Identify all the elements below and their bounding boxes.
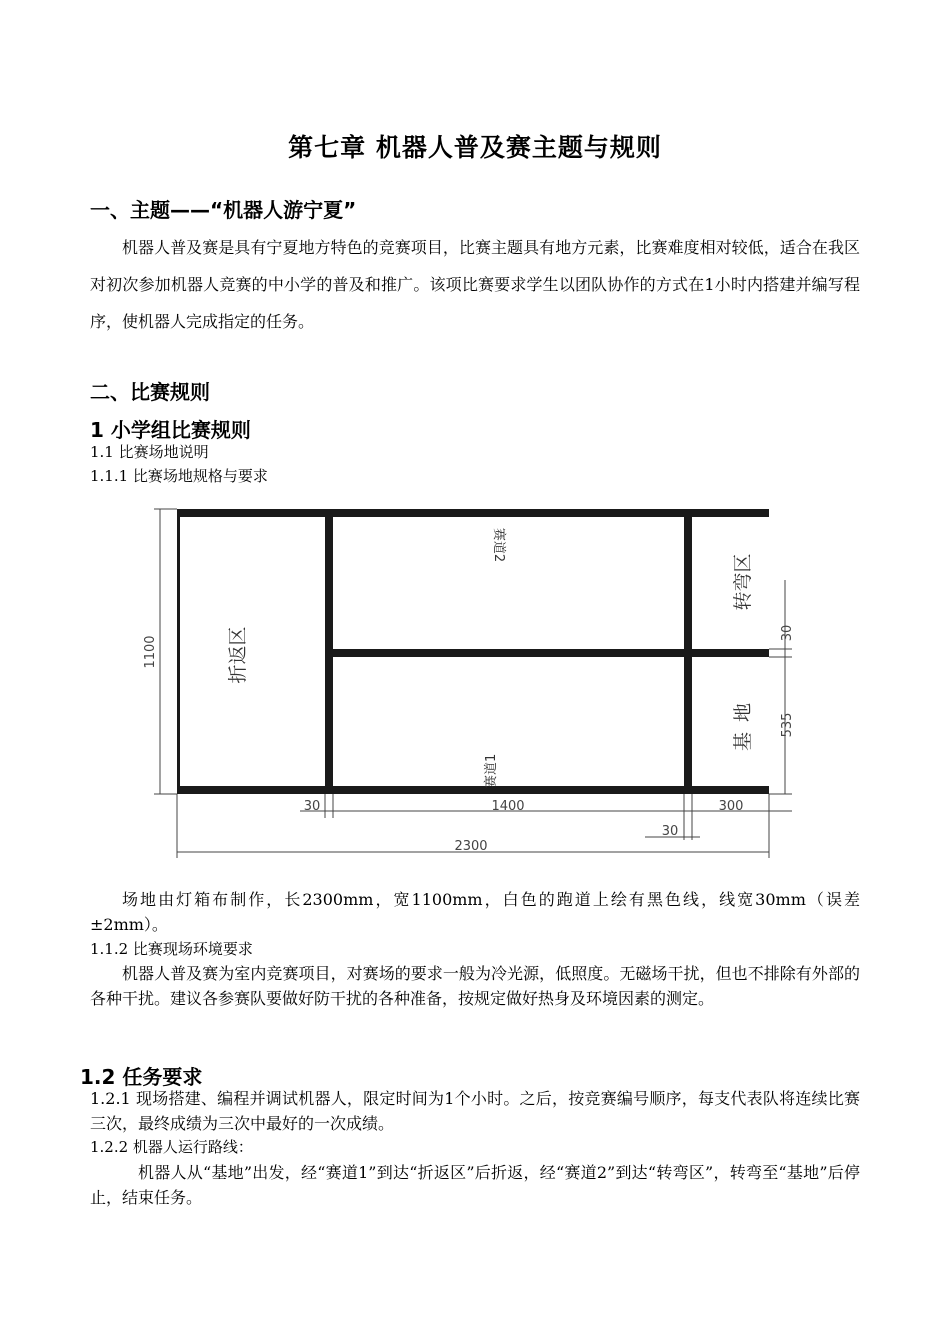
page-title: 第七章 机器人普及赛主题与规则 bbox=[288, 133, 662, 162]
track-middle-line bbox=[333, 649, 769, 657]
zone-track1-label: 赛道1 bbox=[484, 753, 499, 788]
dim-1400-label: 1400 bbox=[491, 799, 525, 814]
field-top-line bbox=[177, 509, 769, 517]
zone-fanhui-label: 折返区 bbox=[227, 626, 249, 684]
task-paragraph: 1.2.1 现场搭建、编程并调试机器人，限定时间为1个小时。之后，按竞赛编号顺序，每支代表队将连续比赛三次，最终成绩为三次中最好的一次成绩。 bbox=[90, 1089, 860, 1133]
subsection-route: 1.2.2 机器人运行路线： bbox=[90, 1138, 253, 1156]
dim-2300-label: 2300 bbox=[454, 839, 488, 854]
dim-height-label: 1100 bbox=[143, 635, 158, 669]
field-bottom-line bbox=[177, 786, 769, 794]
field-desc-paragraph: 场地由灯箱布制作，长2300mm，宽1100mm，白色的跑道上绘有黑色线，线宽30mm（误差±2mm）。 bbox=[90, 890, 860, 934]
subsection-primary-rules: 1 小学组比赛规则 bbox=[90, 418, 251, 442]
zone-track2-label: 赛道2 bbox=[491, 527, 506, 563]
field-left-border bbox=[177, 509, 180, 794]
dim-30-bottom-label: 30 bbox=[661, 824, 679, 839]
subsection-task-requirements: 1.2 任务要求 bbox=[80, 1065, 203, 1089]
section1-paragraph: 机器人普及赛是具有宁夏地方特色的竞赛项目，比赛主题具有地方元素，比赛难度相对较低，适合在我区对初次参加机器人竞赛的中小学的普及和推广。该项比赛要求学生以团队协作的方式在1小时内搭建并编写程序，使机器人完成指定的任务。 bbox=[90, 238, 860, 331]
section1-heading: 一、主题——“机器人游宁夏” bbox=[90, 198, 357, 222]
subsection-environment: 1.1.2 比赛现场环境要求 bbox=[90, 940, 253, 958]
route-paragraph: 机器人从“基地”出发，经“赛道1”到达“折返区”后折返，经“赛道2”到达“转弯区”，转弯至“基地”后停止，结束任务。 bbox=[90, 1163, 860, 1207]
dim-535-label: 535 bbox=[780, 712, 795, 738]
field-diagram bbox=[140, 500, 800, 860]
dim-30-left-label: 30 bbox=[303, 799, 321, 814]
zone-base-label: 基地 bbox=[732, 692, 754, 752]
section2-heading: 二、比赛规则 bbox=[90, 380, 210, 404]
subsection-field-spec: 1.1.1 比赛场地规格与要求 bbox=[90, 467, 268, 485]
dim-30-right-label: 30 bbox=[780, 624, 795, 642]
track-left-divider bbox=[325, 517, 333, 786]
zone-turn-label: 转弯区 bbox=[732, 553, 754, 611]
dim-300-label: 300 bbox=[718, 799, 744, 814]
subsection-field-description: 1.1 比赛场地说明 bbox=[90, 443, 209, 461]
environment-paragraph: 机器人普及赛为室内竞赛项目，对赛场的要求一般为冷光源，低照度。无磁场干扰，但也不排除有外部的各种干扰。建议各参赛队要做好防干扰的各种准备，按规定做好热身及环境因素的测定。 bbox=[90, 964, 860, 1008]
